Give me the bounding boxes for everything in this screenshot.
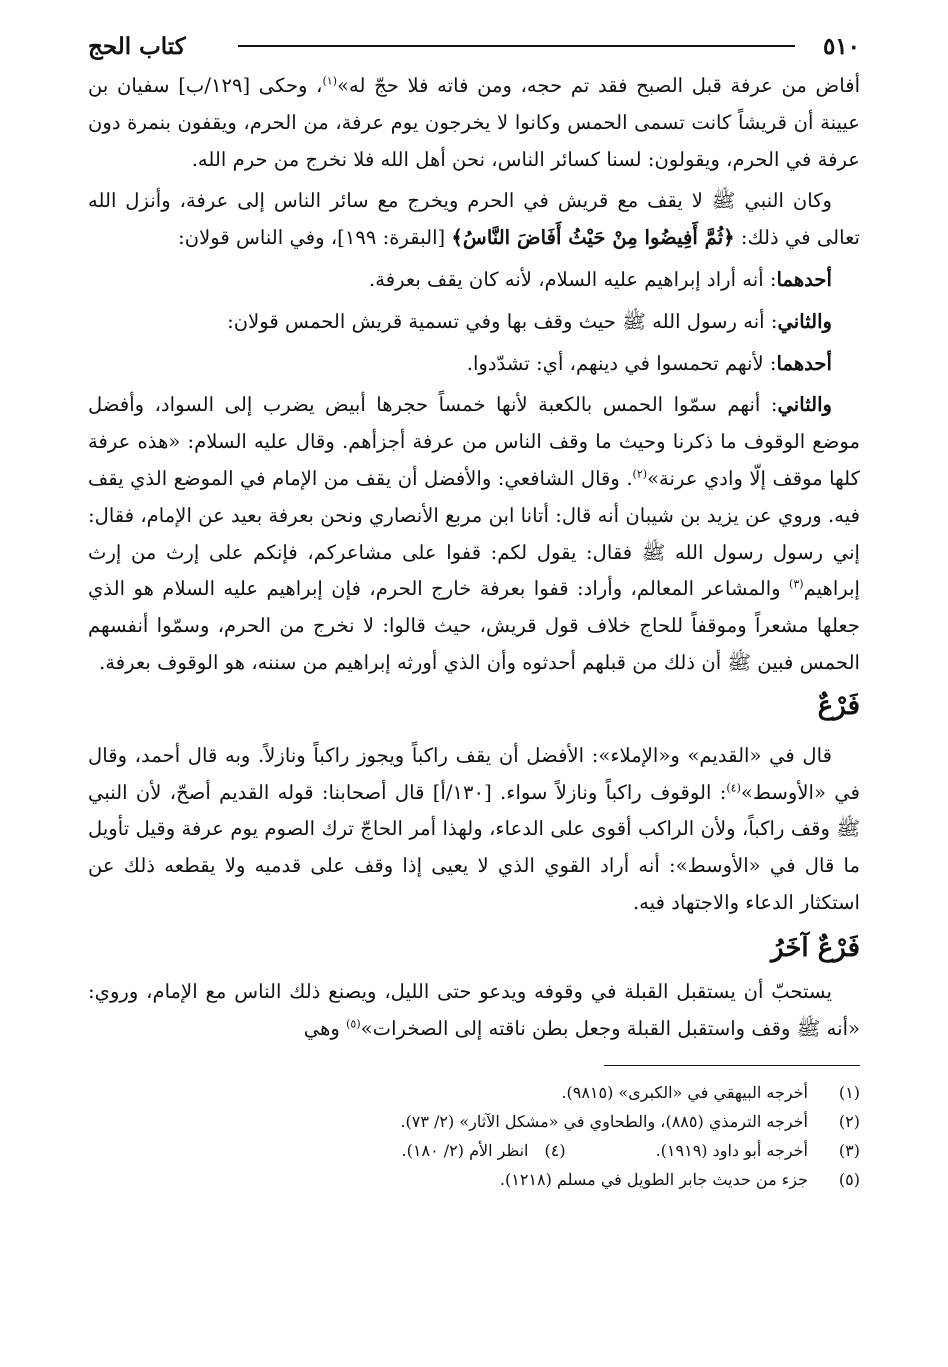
paragraph-7-text-b: : الوقوف راكباً ونازلاً سواء. [١٣٠/أ] قال أصحابنا: قوله القديم أصحّ، لأن النبي ﷺ وقف راكباً، ولأن الراكب أقوى على الدعاء، ولهذا أمر الحاجّ ترك الصوم يوم عرفة وقيل تأويل ما قال في «الأوسط»: أنه أراد القوي الذي لا يعيى إذا وقف على قدميه ولا يقطعه ذلك عن استكثار الدعاء والاجتهاد فيه.: [88, 780, 860, 914]
paragraph-8-text-b: وهي: [303, 1016, 347, 1040]
term-second: والثاني: [777, 309, 832, 333]
footnotes: [88, 1078, 860, 1194]
footnote-number: (٣): [838, 1141, 860, 1161]
paragraph-4: [88, 304, 860, 341]
paragraph-1: [88, 68, 860, 178]
footnote-3-4: [88, 1136, 860, 1165]
footnote-5: [88, 1165, 860, 1194]
footnote-ref-5: (٥): [346, 1017, 361, 1030]
paragraph-6: [88, 387, 860, 681]
paragraph-3: [88, 262, 860, 299]
paragraph-2-text-a: وكان النبي ﷺ لا يقف مع قريش في الحرم ويخرج مع سائر الناس إلى عرفة، وأنزل الله تعالى في ذلك:: [88, 189, 860, 250]
footnote-text: أخرجه البيهقي في «الكبرى» (٩٨١٥).: [561, 1083, 808, 1103]
paragraph-1-text-b: ، وحكى [١٢٩/ب] سفيان بن عيينة أن قريشاً كانت تسمى الحمس وكانوا لا يخرجون يوم عرفة، من الحرم، ويقفون بنمرة دون عرفة في الحرم، ويقولون: لسنا كسائر الناس، نحن أهل الله فلا نخرج من حرم الله.: [88, 74, 860, 171]
paragraph-5: [88, 346, 860, 383]
main-text: [88, 68, 860, 1047]
paragraph-8-text-a: يستحبّ أن يستقبل القبلة في وقوفه ويدعو حتى الليل، ويصنع ذلك الناس مع الإمام، وروي: «أنه ﷺ وقف واستقبل القبلة وجعل بطن ناقته إلى الصخرات»: [88, 979, 860, 1040]
footnote-ref-4: (٤): [726, 781, 741, 795]
footnote-rule: [604, 1065, 860, 1066]
header-rule: [238, 45, 795, 47]
paragraph-2-text-b: [البقرة: ١٩٩]، وفي الناس قولان:: [178, 226, 452, 250]
paragraph-7-text-a: قال في «القديم» و«الإملاء»: الأفضل أن يقف راكباً ويجوز راكباً ونازلاً. وبه قال أحمد، وقال في «الأوسط»: [88, 743, 860, 804]
paragraph-6-text-b: . وقال الشافعي: والأفضل أن يقف من الإمام في الموضع الذي يقف فيه. وروي عن يزيد بن شيبان أنه قال: أتانا ابن مربع الأنصاري ونحن بعرفة بعيد عن الإمام، فقال: إني رسول رسول الله ﷺ فقال: يقول لكم: قفوا على مشاعركم، فإنكم على إرث من إرث إبراهيم: [88, 466, 860, 601]
paragraph-2: [88, 183, 860, 257]
book-title: كتاب الحج: [88, 32, 186, 60]
footnote-text: جزء من حديث جابر الطويل في مسلم (١٢١٨).: [499, 1170, 808, 1190]
footnote-number: (٤): [544, 1141, 566, 1161]
document-page: [88, 24, 860, 1194]
term-first-2: أحدهما: [776, 351, 832, 375]
paragraph-3-text: : أنه أراد إبراهيم عليه السلام، لأنه كان يقف بعرفة.: [369, 267, 777, 291]
paragraph-1-text-a: أفاض من عرفة قبل الصبح فقد تم حجه، ومن فاته فلا حجّ له»: [337, 74, 861, 97]
term-first: أحدهما: [776, 267, 832, 291]
footnote-spacer: [582, 1136, 640, 1165]
footnote-1: [88, 1078, 860, 1107]
paragraph-6-text-a: : أنهم سمّوا الحمس بالكعبة لأنها خمساً حجرها أبيض يضرب إلى السواد، وأفضل موضع الوقوف ما ذكرنا وحيث ما وقف الناس من عرفة أجزأهم. وقال عليه السلام: «هذه عرفة كلها موقف إلّا وادي عرنة»: [88, 393, 860, 490]
footnote-number: (٥): [838, 1170, 860, 1190]
footnote-text: أخرجه الترمذي (٨٨٥)، والطحاوي في «مشكل الآثار» (٢/ ٧٣).: [400, 1112, 808, 1132]
footnote-ref-1: (١): [322, 74, 337, 88]
paragraph-8: [88, 974, 860, 1048]
footnote-ref-3: (٣): [789, 577, 804, 591]
paragraph-5-text: : لأنهم تحمسوا في دينهم، أي: تشدّدوا.: [466, 351, 777, 375]
page-header: [88, 24, 860, 68]
term-second-2: والثاني: [777, 393, 832, 417]
footnote-text: أخرجه أبو داود (١٩١٩).: [655, 1141, 808, 1161]
paragraph-6-text-c: والمشاعر المعالم، وأراد: قفوا بعرفة خارج الحرم، فإن إبراهيم عليه السلام هو الذي جعلها مشعراً وموقفاً للحاج خلاف قول قريش، حيث قالوا: لا نخرج من الحرم، وسمّوا أنفسهم الحمس فبين ﷺ أن ذلك من قبلهم أحدثوه وأن الذي أورثه إبراهيم من سننه، هو الوقوف بعرفة.: [88, 577, 860, 674]
section-heading-far-akhar: فَرْعٌ آخَرُ: [771, 932, 860, 963]
footnote-number: (٢): [838, 1112, 860, 1132]
footnote-ref-2: (٢): [632, 467, 648, 481]
paragraph-7: [88, 738, 860, 922]
paragraph-4-text: : أنه رسول الله ﷺ حيث وقف بها وفي تسمية قريش الحمس قولان:: [227, 309, 778, 333]
quran-verse: ﴿ثُمَّ أَفِيضُوا مِنْ حَيْثُ أَفَاضَ النَّاسُ﴾: [451, 226, 735, 250]
footnote-2: [88, 1107, 860, 1136]
footnote-text: انظر الأم (٢/ ١٨٠).: [401, 1141, 529, 1161]
footnote-number: (١): [838, 1083, 860, 1103]
page-number: ٥١٠: [822, 32, 860, 60]
section-heading-far: فَرْعٌ: [817, 690, 860, 721]
